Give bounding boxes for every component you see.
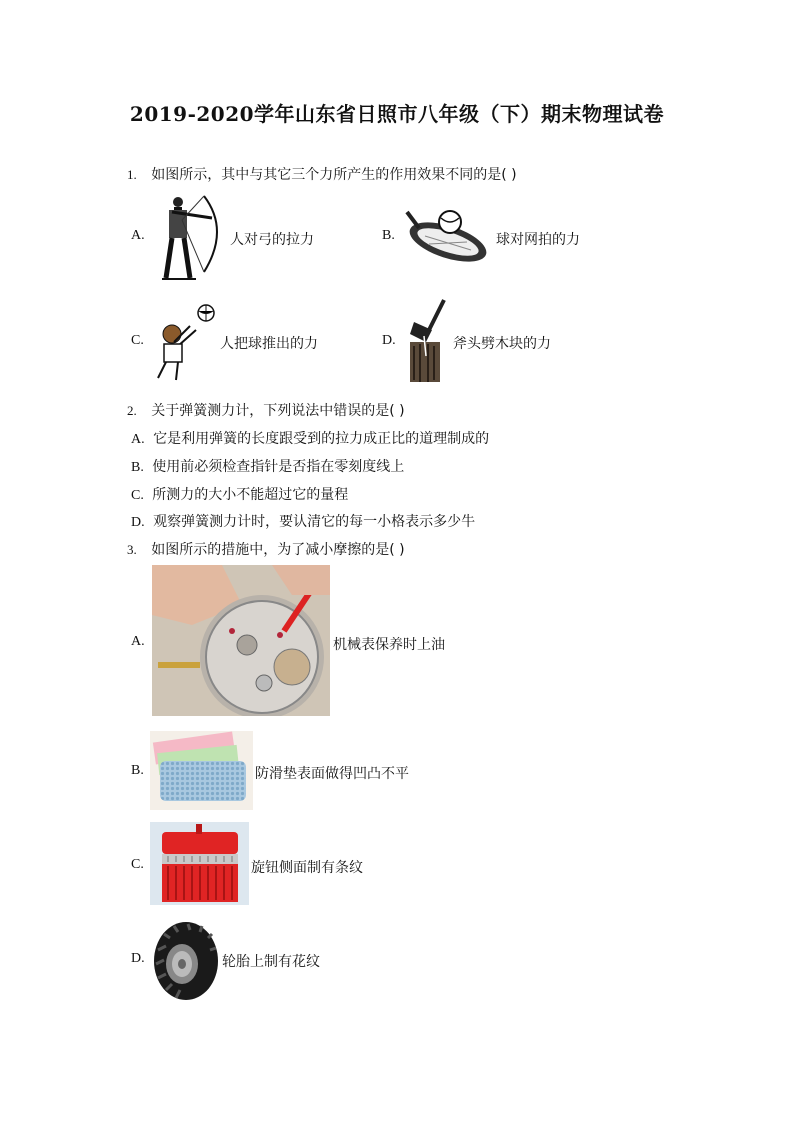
knob-icon: [150, 822, 249, 905]
archer-icon: [152, 190, 230, 282]
option-2c: [131, 484, 348, 504]
option-text: 旋钮侧面制有条纹: [251, 860, 363, 876]
option-letter: C.: [131, 488, 144, 503]
option-text: 观察弹簧测力计时，要认清它的每一小格表示多少牛: [153, 514, 476, 530]
option-2a: [131, 428, 489, 448]
question-number: 1.: [127, 167, 137, 182]
question-number: 2.: [127, 403, 137, 418]
option-letter: A.: [131, 634, 145, 649]
question-stem: 如图所示，其中与其它三个力所产生的作用效果不同的是( ): [151, 167, 517, 183]
option-text: 轮胎上制有花纹: [222, 954, 320, 970]
option-text: 人对弓的拉力: [230, 232, 314, 248]
question-2: [127, 400, 405, 420]
option-text: 球对网拍的力: [496, 232, 580, 248]
option-text: 斧头劈木块的力: [453, 336, 551, 352]
option-text: 机械表保养时上油: [333, 637, 445, 653]
option-letter: C.: [131, 333, 144, 348]
volleyball-player-icon: [152, 302, 218, 382]
question-stem: 如图所示的措施中，为了减小摩擦的是( ): [151, 542, 405, 558]
tire-icon: [152, 920, 222, 1002]
watch-movement-icon: [152, 565, 330, 716]
option-letter: B.: [131, 763, 144, 778]
question-stem: 关于弹簧测力计，下列说法中错误的是( ): [151, 403, 405, 419]
option-2b: [131, 456, 404, 476]
option-text: 所测力的大小不能超过它的量程: [152, 487, 349, 503]
option-letter: D.: [382, 333, 396, 348]
anti-slip-mat-icon: [150, 731, 253, 810]
option-letter: B.: [131, 460, 144, 475]
option-letter: B.: [382, 228, 395, 243]
option-letter: A.: [131, 432, 145, 447]
question-1: [127, 164, 517, 184]
option-2d: [131, 511, 475, 531]
option-text: 人把球推出的力: [220, 336, 318, 352]
option-letter: D.: [131, 515, 145, 530]
option-letter: A.: [131, 228, 145, 243]
option-letter: C.: [131, 857, 144, 872]
axe-wood-icon: [404, 296, 450, 386]
option-text: 使用前必须检查指针是否指在零刻度线上: [152, 459, 405, 475]
tennis-racket-icon: [405, 202, 491, 272]
page-title: 2019-2020学年山东省日照市八年级（下）期末物理试卷: [129, 102, 665, 126]
option-text: 它是利用弹簧的长度跟受到的拉力成正比的道理制成的: [153, 431, 490, 447]
question-number: 3.: [127, 542, 137, 557]
question-3: [127, 539, 405, 559]
option-letter: D.: [131, 951, 145, 966]
option-text: 防滑垫表面做得凹凸不平: [255, 766, 409, 782]
